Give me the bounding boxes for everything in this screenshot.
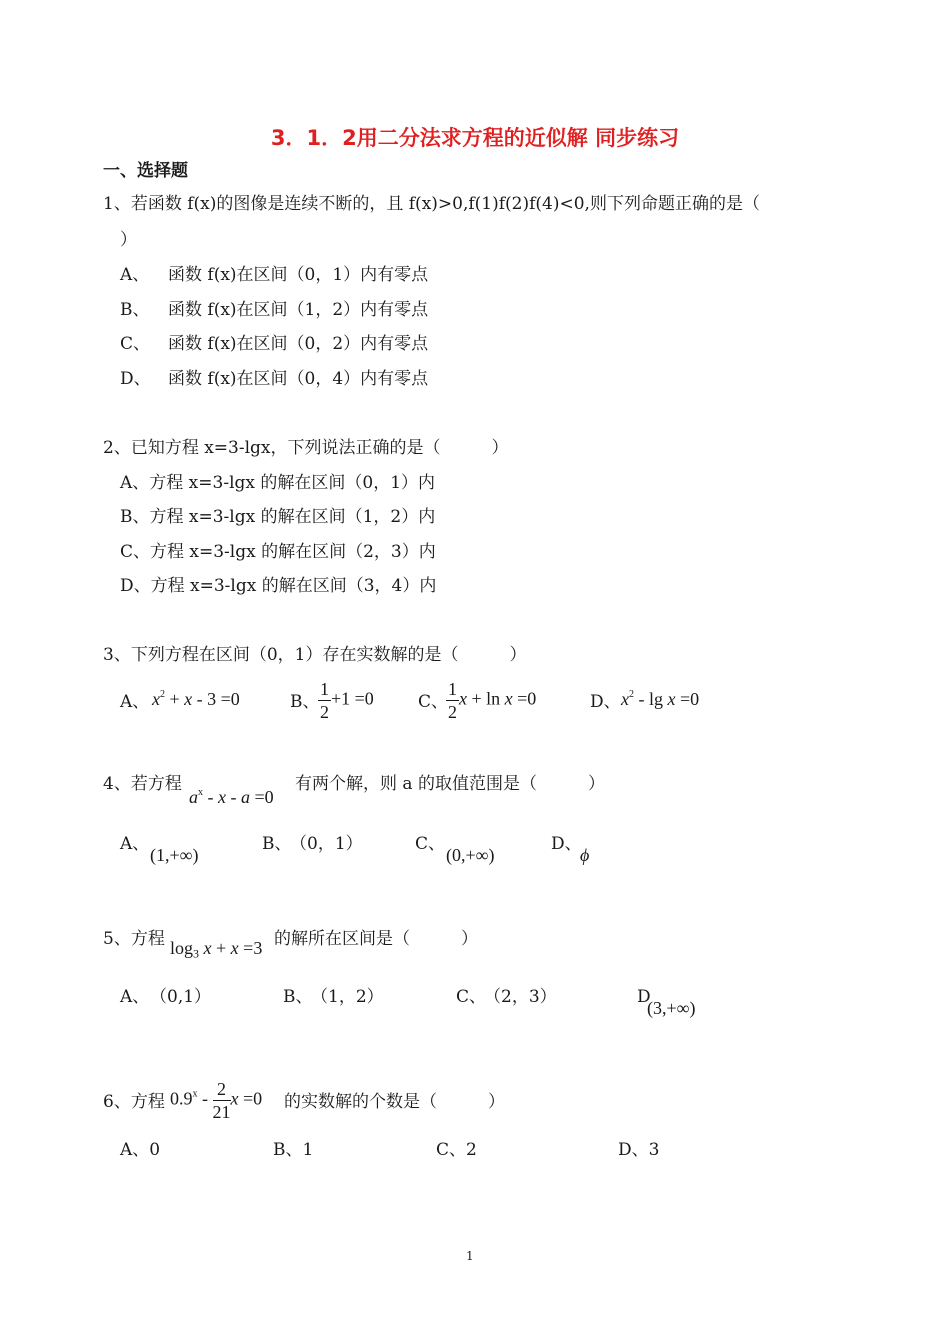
- q6-option-a: A、0: [120, 1140, 161, 1160]
- q5-option-a-label: A、: [120, 987, 150, 1007]
- q5-option-d-label: D: [637, 987, 651, 1007]
- q3-option-c-label: C、: [418, 692, 449, 712]
- q5-option-c: （2，3）: [484, 987, 557, 1007]
- q1-option-a-label: A、: [120, 265, 150, 285]
- q5-option-b: （1，2）: [311, 987, 384, 1007]
- q5-option-a: （0,1）: [150, 987, 212, 1007]
- q4-option-c-math: (0,+∞): [446, 845, 495, 865]
- q4-option-c-label: C、: [415, 834, 446, 854]
- q1-stem: 1、若函数 f(x)的图像是连续不断的，且 f(x)>0,f(1)f(2)f(4)<0,则下列命题正确的是（: [103, 194, 760, 214]
- section-heading: 一、选择题: [103, 161, 188, 181]
- q2-option-b: B、方程 x=3-lgx 的解在区间（1，2）内: [120, 507, 436, 527]
- q1-option-c-label: C、: [120, 334, 151, 354]
- q1-option-b-label: B、: [120, 300, 150, 320]
- q1-option-c: 函数 f(x)在区间（0，2）内有零点: [168, 334, 429, 354]
- q2-option-c: C、方程 x=3-lgx 的解在区间（2，3）内: [120, 542, 436, 562]
- q4-stem-pre: 4、若方程: [103, 774, 182, 794]
- q4-option-a-math: (1,+∞): [150, 845, 199, 865]
- q1-option-d: 函数 f(x)在区间（0，4）内有零点: [168, 369, 429, 389]
- q3-option-b-label: B、: [290, 692, 320, 712]
- q4-stem-post: 有两个解，则 a 的取值范围是（ ）: [295, 774, 605, 794]
- page-number: 1: [466, 1249, 474, 1263]
- q3-option-a-label: A、: [120, 692, 150, 712]
- q4-equation: $a^x - x - a =0$: [189, 787, 274, 807]
- q1-option-b: 函数 f(x)在区间（1，2）内有零点: [168, 300, 429, 320]
- q5-option-c-label: C、: [456, 987, 487, 1007]
- q3-option-c-math: $\frac{1}{2}$ x + ln x =0: [448, 679, 537, 722]
- q4-option-a-label: A、: [120, 834, 150, 854]
- q4-option-b-label: B、: [262, 834, 292, 854]
- q5-option-d-math: (3,+∞): [647, 998, 696, 1018]
- q5-stem-pre: 5、方程: [103, 929, 165, 949]
- q6-equation: 0.9$^x$ - $\frac{2}{21}$ x =0: [170, 1079, 263, 1122]
- q2-option-d: D、方程 x=3-lgx 的解在区间（3，4）内: [120, 576, 437, 596]
- q1-option-d-label: D、: [120, 369, 151, 389]
- q6-stem-post: 的实数解的个数是（ ）: [284, 1092, 505, 1112]
- q2-option-a: A、方程 x=3-lgx 的解在区间（0，1）内: [120, 473, 436, 493]
- q1-stem-cont: ）: [120, 230, 137, 250]
- q5-equation: $\log_3 x + x =3$: [170, 938, 263, 961]
- q6-option-d: D、3: [618, 1140, 660, 1160]
- q6-option-b: B、1: [273, 1140, 314, 1160]
- q3-option-d-label: D、: [590, 692, 621, 712]
- q3-option-b-math: $\frac{1}{2}$ +1 =0: [320, 679, 374, 722]
- q4-option-d-math: ϕ: [580, 845, 590, 865]
- q6-stem-pre: 6、方程: [103, 1092, 165, 1112]
- q4-option-d-label: D、: [551, 834, 582, 854]
- q3-option-a-math: $x^2 + x - 3 =0$: [152, 689, 240, 709]
- q2-stem: 2、已知方程 x=3-lgx，下列说法正确的是（ ）: [103, 438, 509, 458]
- q1-option-a: 函数 f(x)在区间（0，1）内有零点: [168, 265, 429, 285]
- q3-stem: 3、下列方程在区间（0，1）存在实数解的是（ ）: [103, 645, 527, 665]
- page-title: 3．1．2用二分法求方程的近似解 同步练习: [270, 126, 680, 150]
- q6-option-c: C、2: [436, 1140, 477, 1160]
- q5-option-b-label: B、: [283, 987, 313, 1007]
- q4-option-b: （0，1）: [290, 834, 363, 854]
- q5-stem-post: 的解所在区间是（ ）: [274, 929, 478, 949]
- q3-option-d-math: $x^2 - \lg x =0$: [621, 689, 700, 709]
